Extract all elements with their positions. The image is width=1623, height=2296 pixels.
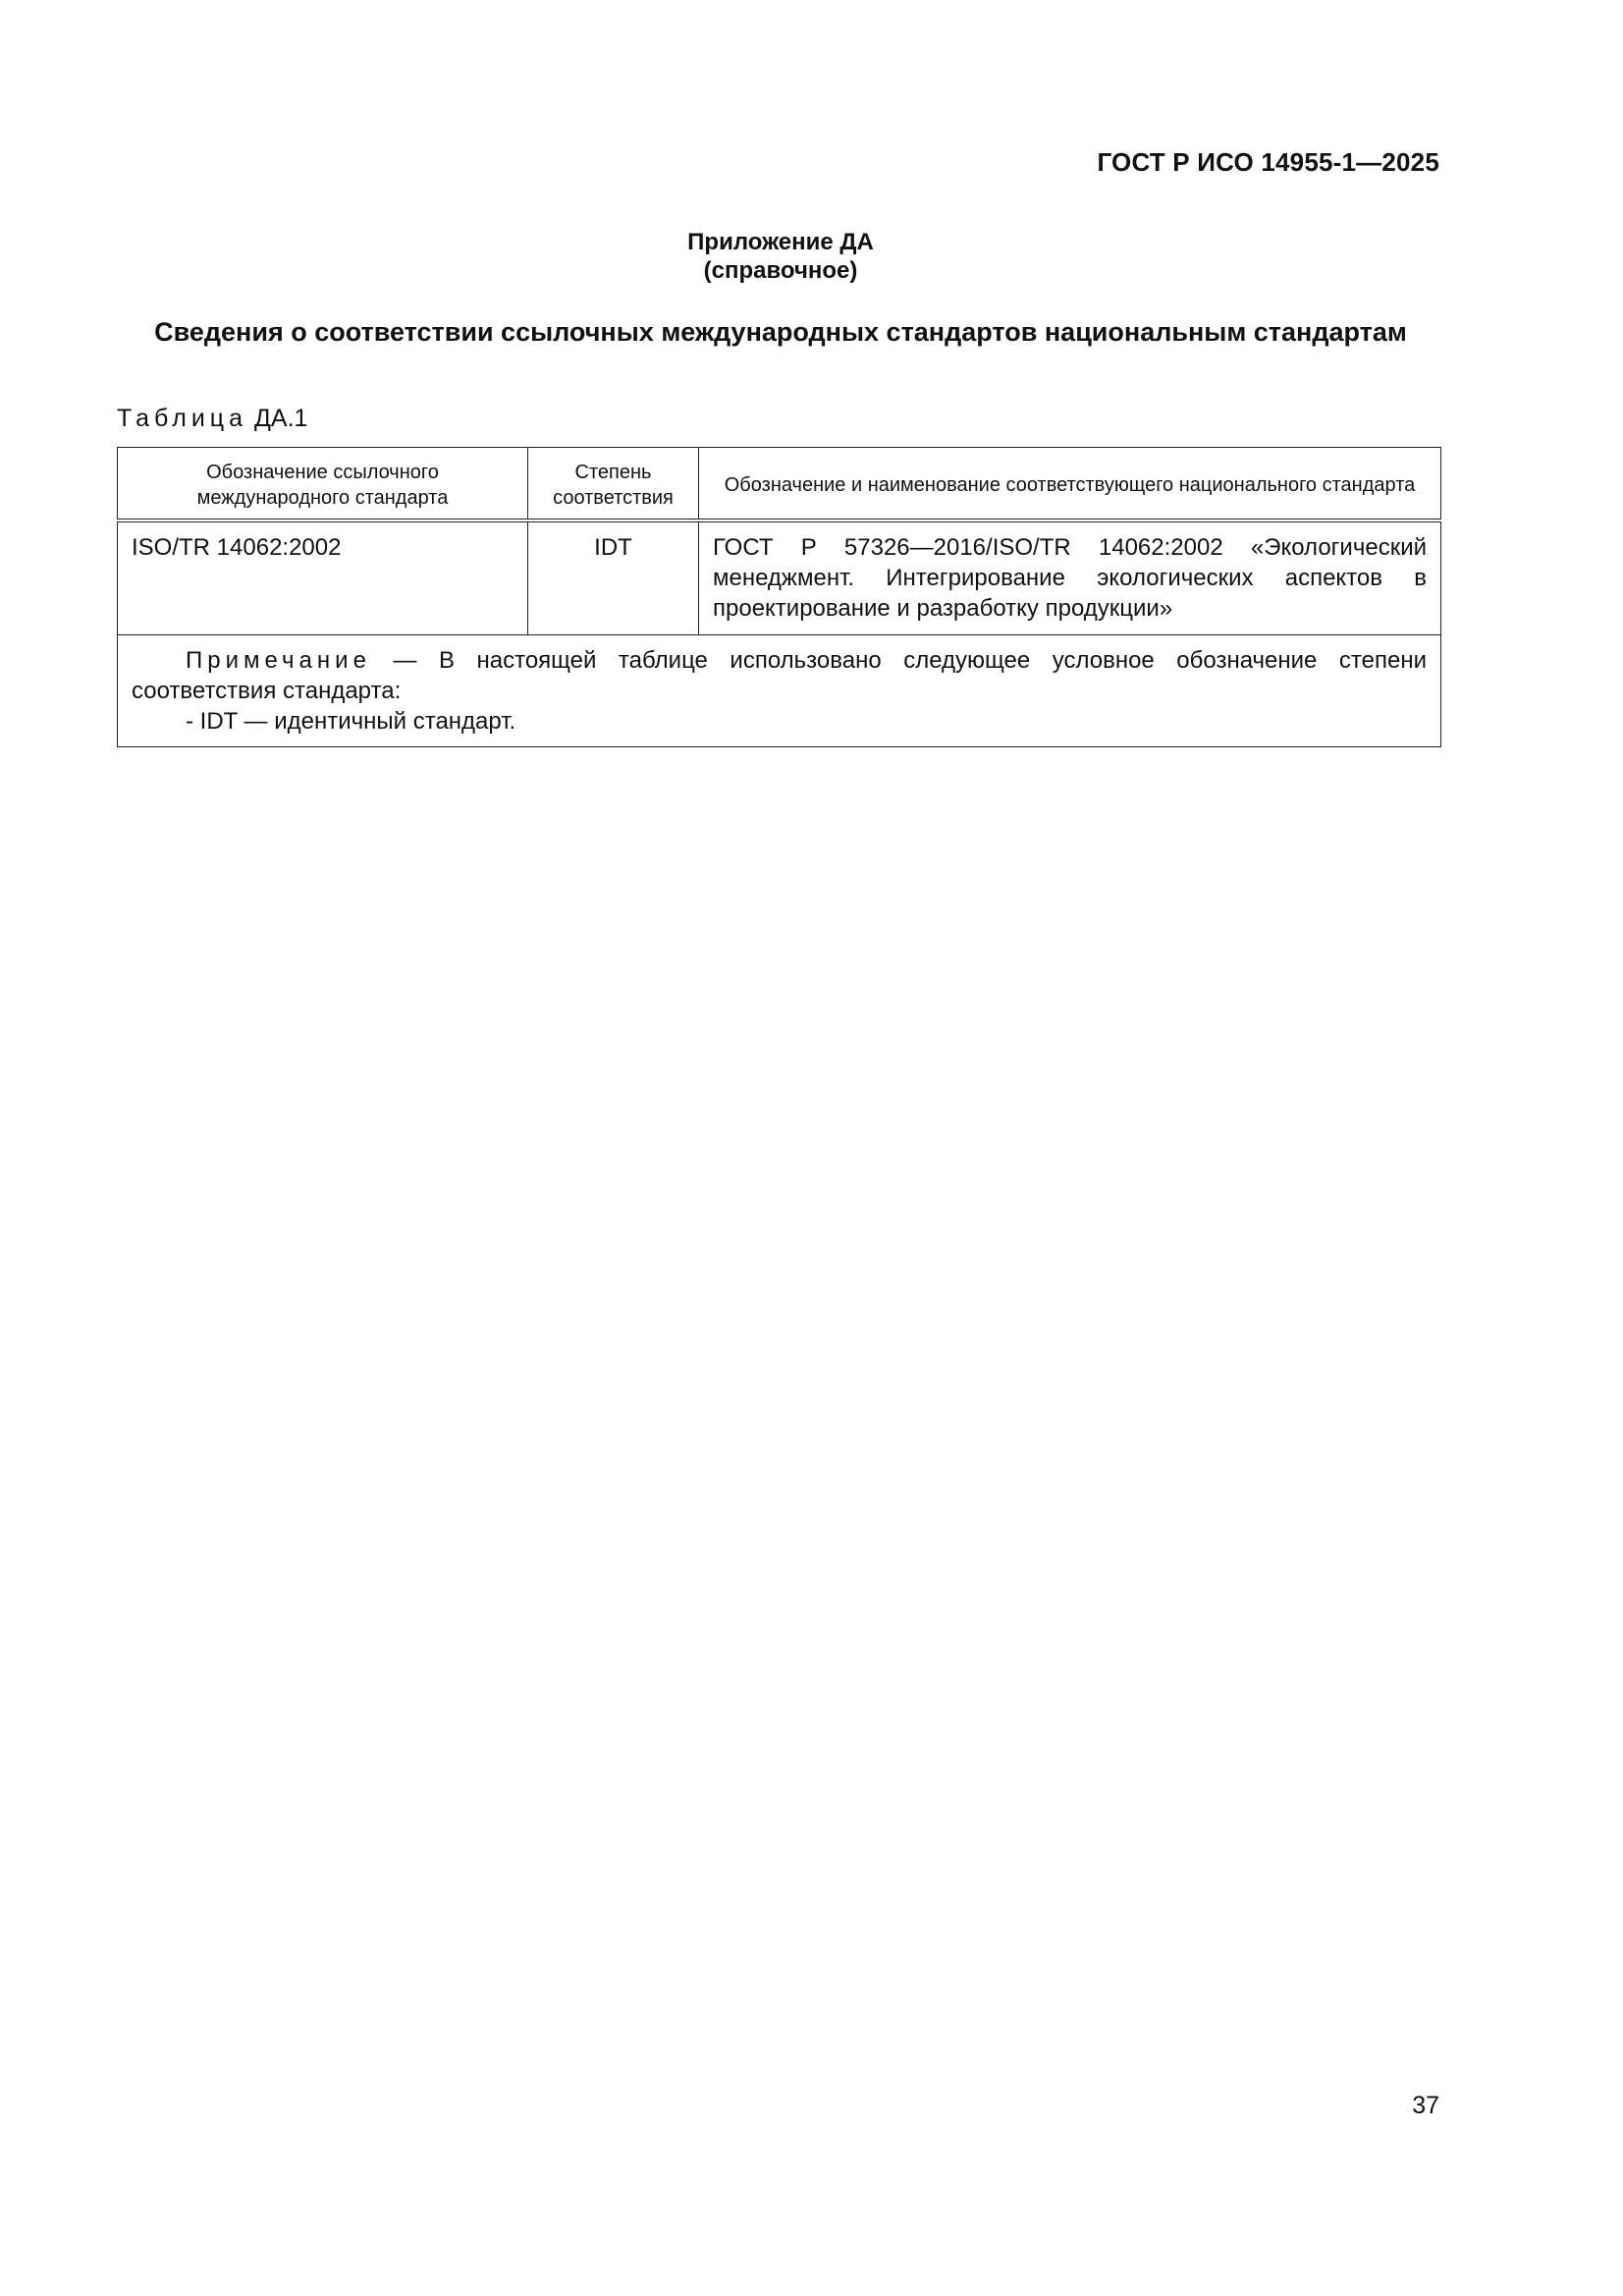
correspondence-table: [117, 447, 1441, 747]
cell-degree: IDT: [528, 520, 699, 635]
note-paragraph: [132, 645, 1427, 706]
column-header-international: Обозначение ссылочного международного стандарта: [118, 448, 528, 521]
annex-title-block: [0, 228, 1561, 285]
table-caption: [117, 405, 307, 433]
document-header-id: ГОСТ Р ИСО 14955-1—2025: [1097, 147, 1439, 177]
cell-national-standard: ГОСТ Р 57326—2016/ISO/TR 14062:2002 «Экологический менеджмент. Интегрирование экологических аспектов в проектирование и разработку продукции»: [699, 520, 1441, 635]
table-caption-number: ДА.1: [253, 405, 308, 432]
note-item: - IDT — идентичный стандарт.: [186, 708, 516, 735]
page-number: 37: [1412, 2092, 1439, 2119]
table-row: [118, 520, 1441, 635]
cell-international-standard: ISO/TR 14062:2002: [118, 520, 528, 635]
table-note-cell: [118, 635, 1441, 747]
annex-title: Приложение ДА: [687, 229, 874, 255]
note-label: Примечание: [186, 647, 371, 674]
annex-heading: Сведения о соответствии ссылочных международных стандартов национальным стандартам: [154, 317, 1407, 347]
table-caption-label: Таблица: [117, 405, 248, 432]
column-header-national: Обозначение и наименование соответствующего национального стандарта: [699, 448, 1441, 521]
table-header-row: [118, 448, 1441, 521]
table-note-row: [118, 635, 1441, 747]
column-header-degree: Степень соответствия: [528, 448, 699, 521]
note-text: — В настоящей таблице использовано следующее условное обозначение степени соответствия стандарта:: [132, 647, 1427, 704]
annex-subtitle: (справочное): [703, 257, 858, 284]
